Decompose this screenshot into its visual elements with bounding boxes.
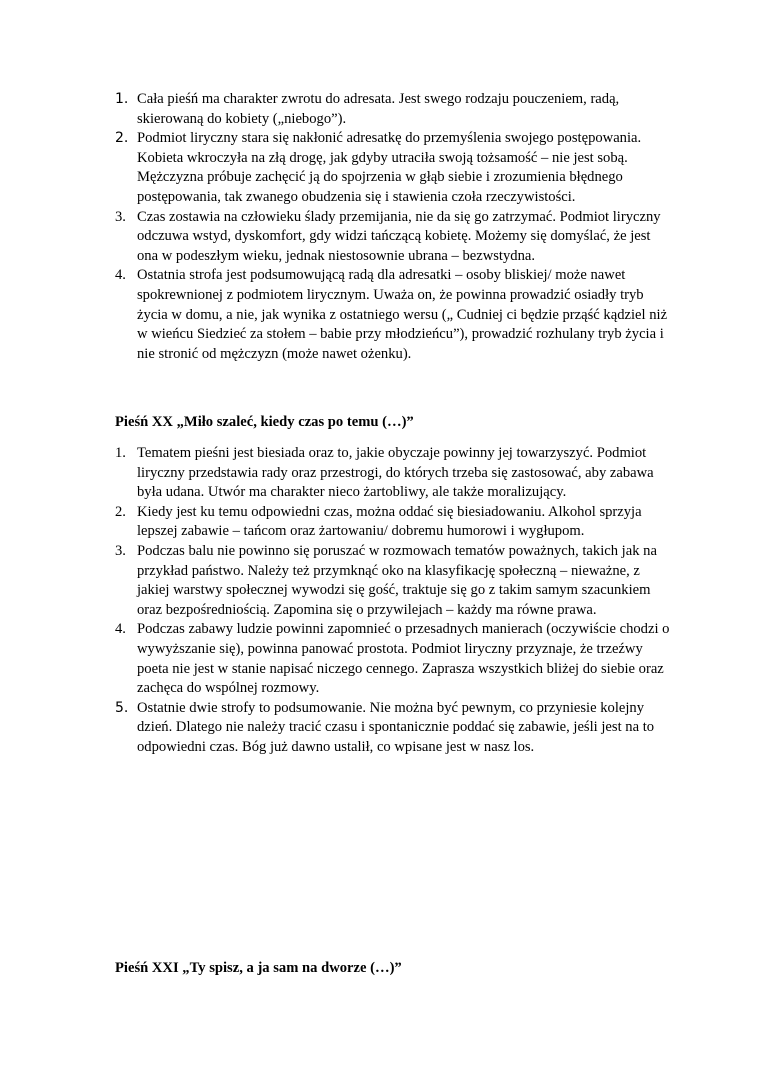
- list-item-text: Ostatnia strofa jest podsumowującą radą dla adresatki – osoby bliskiej/ może nawet spokrewnionej z podmiotem lirycznym. Uważa on, że powinna prowadzić osiadły tryb życia w domu, a nie, jak wynika z ostatniego wersu („ Cudniej ci będzie prząść kądziel niż w wieńcu Siedzieć za stołem – babie przy młodzieńcu”), prowadzić rozhulany tryb życia i nie stronić od mężczyzn (może nawet ożenku).: [137, 267, 668, 362]
- list-item-number: 1.: [115, 445, 126, 461]
- list-item: [115, 542, 675, 620]
- list-item-number: 1.: [115, 91, 129, 107]
- list-item-text: Podmiot liryczny stara się nakłonić adresatkę do przemyślenia swojego postępowania. Kobieta wkroczyła na złą drogę, jak gdyby utraciła swoją tożsamość – nie jest sobą. Mężczyzna próbuje zachęcić ją do spojrzenia w głąb siebie i zrozumienia błędnego postępowania, tak zwanego obudzenia się i stawienia czoła rzeczywistości.: [137, 130, 642, 205]
- list-item: [115, 129, 675, 207]
- list-item-text: Tematem pieśni jest biesiada oraz to, jakie obyczaje powinny jej towarzyszyć. Podmiot liryczny przedstawia rady oraz przestrogi, do których trzeba się zastosować, aby zabawa była udana. Utwór ma charakter nieco żartobliwy, ale także moralizujący.: [137, 445, 654, 501]
- list-item-number: 3.: [115, 542, 126, 559]
- list-item-text: Cała pieśń ma charakter zwrotu do adresata. Jest swego rodzaju pouczeniem, radą, skierowaną do kobiety („niebogo”).: [137, 91, 620, 127]
- list-item-number: 4.: [115, 267, 126, 284]
- section-heading-song-xxi: Pieśń XXI „Ty spisz, a ja sam na dworze (…)”: [115, 960, 402, 976]
- list-item: [115, 266, 675, 364]
- section-heading-song-xx: Pieśń XX „Miło szaleć, kiedy czas po temu (…)”: [115, 414, 414, 430]
- list-item: [115, 90, 675, 129]
- list-item: [115, 208, 675, 267]
- list-item-number: 5.: [115, 699, 129, 716]
- list-item-number: 2.: [115, 503, 126, 520]
- list-item-number: 3.: [115, 208, 126, 225]
- list-item: [115, 620, 675, 698]
- list-item-number: 4.: [115, 621, 126, 638]
- list-item: [115, 503, 675, 542]
- list-item-text: Czas zostawia na człowieku ślady przemijania, nie da się go zatrzymać. Podmiot liryczny odczuwa wstyd, dyskomfort, gdy widzi tańczącą kobietę. Możemy się domyślać, że jest ona w podeszłym wieku, jednak niestosownie ubrana – bezwstydna.: [137, 208, 661, 264]
- list-item-number: 2.: [115, 130, 129, 147]
- list-item-text: Kiedy jest ku temu odpowiedni czas, można oddać się biesiadowaniu. Alkohol sprzyja lepszej zabawie – tańcom oraz żartowaniu/ dobremu humorowi i wygłupom.: [137, 503, 642, 540]
- list-item-text: Podczas balu nie powinno się poruszać w rozmowach tematów poważnych, takich jak na przykład państwo. Należy też przymknąć oko na klasyfikację społeczną – nieważne, z jakiej warstwy społecznej wywodzi się gość, traktuje się go z takim samym szacunkiem oraz bezpośredniością. Zapomina się o przywilejach – każdy ma równe prawa.: [137, 542, 657, 618]
- list-item-text: Podczas zabawy ludzie powinni zapomnieć o przesadnych manierach (oczywiście chodzi o wywyższanie się), powinna panować prostota. Podmiot liryczny przyznaje, że trzeźwy poeta nie jest w stanie napisać niczego cennego. Zaprasza wszystkich bliżej do siebie oraz zachęca do wspólnej rozmowy.: [137, 621, 670, 697]
- list-item: [115, 444, 675, 503]
- numbered-list-song-xx: [115, 444, 675, 758]
- numbered-list-song-xix: [115, 90, 675, 364]
- list-item-text: Ostatnie dwie strofy to podsumowanie. Nie można być pewnym, co przyniesie kolejny dzień. Dlatego nie należy tracić czasu i spontanicznie poddać się zabawie, jeśli jest na to odpowiedni czas. Bóg już dawno ustalił, co wpisane jest w nasz los.: [137, 699, 655, 755]
- list-item: [115, 699, 675, 758]
